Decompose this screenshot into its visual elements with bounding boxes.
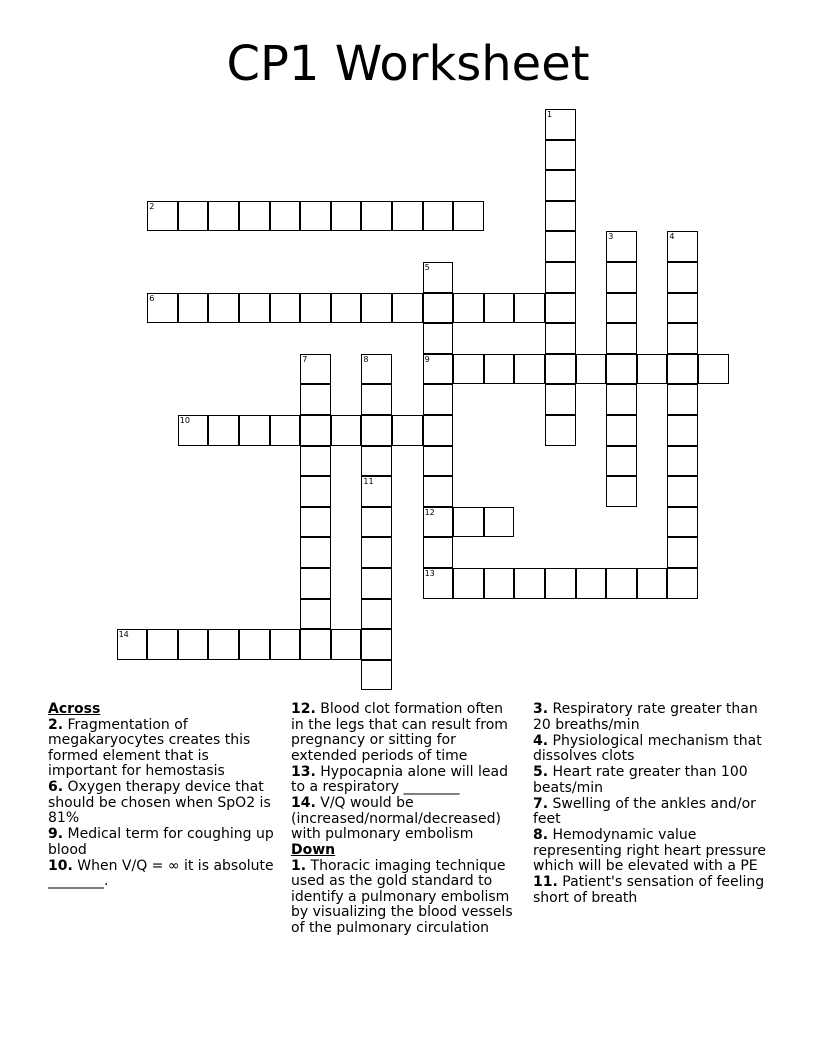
- down-clue-1: 1. Thoracic imaging technique used as the gold standard to identify a pulmonary embolism by visualizing the blood vessels of the pulmonary circulation: [291, 857, 513, 936]
- crossword-cell[interactable]: [423, 476, 454, 507]
- crossword-cell[interactable]: [361, 354, 392, 385]
- crossword-cell[interactable]: [545, 415, 576, 446]
- crossword-cell[interactable]: [300, 629, 331, 660]
- clue-number: 10: [179, 416, 190, 425]
- crossword-cell[interactable]: [667, 446, 698, 477]
- crossword-cell[interactable]: [545, 140, 576, 171]
- clue-number: 7: [302, 354, 308, 364]
- clue-number: 4: [669, 232, 675, 242]
- crossword-cell[interactable]: [453, 507, 484, 538]
- crossword-cell[interactable]: [484, 354, 515, 385]
- crossword-cell[interactable]: [178, 415, 209, 446]
- clue-number: 9: [424, 354, 430, 364]
- crossword-cell[interactable]: [178, 629, 209, 660]
- down-clue-3: 3. Respiratory rate greater than 20 breaths/min: [533, 701, 758, 733]
- crossword-cell[interactable]: [361, 201, 392, 232]
- crossword-cell[interactable]: [545, 109, 576, 140]
- crossword-cell[interactable]: [606, 476, 637, 507]
- crossword-cell[interactable]: [239, 201, 270, 232]
- crossword-cell[interactable]: [300, 537, 331, 568]
- crossword-cell[interactable]: [545, 354, 576, 385]
- crossword-cell[interactable]: [453, 201, 484, 232]
- crossword-cell[interactable]: [698, 354, 729, 385]
- crossword-cell[interactable]: [423, 293, 454, 324]
- crossword-cell[interactable]: [606, 568, 637, 599]
- down-header: Down: [291, 842, 336, 858]
- crossword-cell[interactable]: [361, 293, 392, 324]
- clue-number: 11: [363, 477, 374, 487]
- crossword-cell[interactable]: [239, 293, 270, 324]
- crossword-cell[interactable]: [178, 293, 209, 324]
- crossword-cell[interactable]: [423, 201, 454, 232]
- crossword-cell[interactable]: [331, 201, 362, 232]
- crossword-cell[interactable]: [147, 293, 178, 324]
- crossword-cell[interactable]: [208, 415, 239, 446]
- crossword-cell[interactable]: [423, 537, 454, 568]
- crossword-cell[interactable]: [117, 629, 148, 660]
- crossword-cell[interactable]: [545, 293, 576, 324]
- crossword-cell[interactable]: [637, 568, 668, 599]
- crossword-cell[interactable]: [239, 415, 270, 446]
- crossword-cell[interactable]: [545, 262, 576, 293]
- crossword-cell[interactable]: [606, 354, 637, 385]
- crossword-cell[interactable]: [667, 293, 698, 324]
- crossword-cell[interactable]: [300, 476, 331, 507]
- crossword-cell[interactable]: [667, 231, 698, 262]
- crossword-cell[interactable]: [545, 170, 576, 201]
- crossword-cell[interactable]: [545, 384, 576, 415]
- across-clue-10: 10. When V/Q = ∞ it is absolute ________.: [48, 857, 274, 889]
- crossword-cell[interactable]: [178, 201, 209, 232]
- crossword-cell[interactable]: [300, 201, 331, 232]
- crossword-cell[interactable]: [423, 354, 454, 385]
- crossword-cell[interactable]: [453, 293, 484, 324]
- crossword-cell[interactable]: [361, 446, 392, 477]
- crossword-cell[interactable]: [453, 354, 484, 385]
- crossword-cell[interactable]: [361, 384, 392, 415]
- crossword-cell[interactable]: [667, 568, 698, 599]
- crossword-cell[interactable]: [423, 323, 454, 354]
- down-clue-11: 11. Patient's sensation of feeling short of breath: [533, 874, 765, 906]
- crossword-cell[interactable]: [423, 507, 454, 538]
- clue-number: 2: [149, 201, 155, 211]
- crossword-cell[interactable]: [667, 323, 698, 354]
- crossword-cell[interactable]: [514, 354, 545, 385]
- crossword-cell[interactable]: [667, 537, 698, 568]
- clues-column-2: [291, 702, 519, 937]
- clues-column-1: [48, 702, 278, 890]
- crossword-cell[interactable]: [545, 568, 576, 599]
- crossword-cell[interactable]: [208, 293, 239, 324]
- crossword-cell[interactable]: [545, 231, 576, 262]
- crossword-cell[interactable]: [361, 476, 392, 507]
- crossword-cell[interactable]: [300, 568, 331, 599]
- crossword-cell[interactable]: [423, 415, 454, 446]
- crossword-cell[interactable]: [331, 293, 362, 324]
- down-clue-7: 7. Swelling of the ankles and/or feet: [533, 795, 756, 827]
- crossword-cell[interactable]: [606, 231, 637, 262]
- page-title: CP1 Worksheet: [226, 36, 590, 92]
- crossword-cell[interactable]: [300, 384, 331, 415]
- crossword-cell[interactable]: [484, 507, 515, 538]
- crossword-cell[interactable]: [147, 629, 178, 660]
- crossword-cell[interactable]: [300, 415, 331, 446]
- crossword-cell[interactable]: [667, 476, 698, 507]
- crossword-cell[interactable]: [331, 415, 362, 446]
- crossword-cell[interactable]: [423, 262, 454, 293]
- crossword-cell[interactable]: [606, 384, 637, 415]
- crossword-cell[interactable]: [361, 660, 392, 691]
- crossword-cell[interactable]: [423, 384, 454, 415]
- crossword-cell[interactable]: [208, 201, 239, 232]
- crossword-cell[interactable]: [637, 354, 668, 385]
- crossword-cell[interactable]: [361, 507, 392, 538]
- crossword-cell[interactable]: [514, 568, 545, 599]
- crossword-cell[interactable]: [453, 568, 484, 599]
- crossword-cell[interactable]: [361, 599, 392, 630]
- crossword-cell[interactable]: [576, 354, 607, 385]
- crossword-cell[interactable]: [270, 201, 301, 232]
- across-clue-12: 12. Blood clot formation often in the legs that can result from pregnancy or sitting for extended periods of time: [291, 701, 508, 764]
- crossword-cell[interactable]: [606, 446, 637, 477]
- crossword-cell[interactable]: [361, 629, 392, 660]
- crossword-cell[interactable]: [361, 537, 392, 568]
- across-header: Across: [48, 701, 101, 717]
- crossword-cell[interactable]: [270, 415, 301, 446]
- crossword-cell[interactable]: [484, 293, 515, 324]
- crossword-cell[interactable]: [300, 507, 331, 538]
- clue-number: 13: [424, 569, 435, 578]
- crossword-cell[interactable]: [606, 262, 637, 293]
- crossword-cell[interactable]: [361, 415, 392, 446]
- crossword-cell[interactable]: [392, 201, 423, 232]
- clue-number: 3: [608, 232, 614, 242]
- crossword-cell[interactable]: [147, 201, 178, 232]
- crossword-cell[interactable]: [606, 293, 637, 324]
- crossword-cell[interactable]: [545, 201, 576, 232]
- down-clue-8: 8. Hemodynamic value representing right heart pressure which will be elevated with a PE: [533, 827, 766, 874]
- crossword-cell[interactable]: [576, 568, 607, 599]
- down-clue-4: 4. Physiological mechanism that dissolves clots: [533, 732, 762, 764]
- crossword-cell[interactable]: [423, 446, 454, 477]
- crossword-cell[interactable]: [239, 629, 270, 660]
- across-clue-14: 14. V/Q would be (increased/normal/decreased) with pulmonary embolism: [291, 795, 501, 842]
- crossword-cell[interactable]: [514, 293, 545, 324]
- clue-number: 5: [424, 263, 430, 272]
- crossword-cell[interactable]: [484, 568, 515, 599]
- crossword-cell[interactable]: [606, 415, 637, 446]
- clue-number: 6: [149, 293, 155, 303]
- clue-number: 14: [118, 630, 129, 640]
- across-clue-9: 9. Medical term for coughing up blood: [48, 826, 274, 858]
- crossword-cell[interactable]: [361, 568, 392, 599]
- crossword-cell[interactable]: [667, 415, 698, 446]
- across-clue-6: 6. Oxygen therapy device that should be chosen when SpO2 is 81%: [48, 779, 271, 826]
- clue-number: 1: [547, 110, 553, 119]
- crossword-cell[interactable]: [667, 354, 698, 385]
- crossword-cell[interactable]: [667, 262, 698, 293]
- crossword-cell[interactable]: [208, 629, 239, 660]
- crossword-cell[interactable]: [300, 599, 331, 630]
- clues-column-3: [533, 702, 768, 907]
- crossword-cell[interactable]: [300, 446, 331, 477]
- crossword-cell[interactable]: [423, 568, 454, 599]
- crossword-cell[interactable]: [667, 384, 698, 415]
- crossword-cell[interactable]: [300, 354, 331, 385]
- crossword-cell[interactable]: [270, 293, 301, 324]
- crossword-cell[interactable]: [392, 415, 423, 446]
- clue-number: 8: [363, 354, 369, 364]
- crossword-cell[interactable]: [392, 293, 423, 324]
- down-clue-5: 5. Heart rate greater than 100 beats/min: [533, 764, 748, 796]
- crossword-cell[interactable]: [545, 323, 576, 354]
- across-clue-2: 2. Fragmentation of megakaryocytes creates this formed element that is important for hemostasis: [48, 716, 251, 779]
- crossword-cell[interactable]: [667, 507, 698, 538]
- crossword-cell[interactable]: [300, 293, 331, 324]
- across-clue-13: 13. Hypocapnia alone will lead to a respiratory ________: [291, 763, 508, 795]
- crossword-cell[interactable]: [270, 629, 301, 660]
- crossword-cell[interactable]: [331, 629, 362, 660]
- clue-number: 12: [424, 507, 435, 517]
- crossword-cell[interactable]: [606, 323, 637, 354]
